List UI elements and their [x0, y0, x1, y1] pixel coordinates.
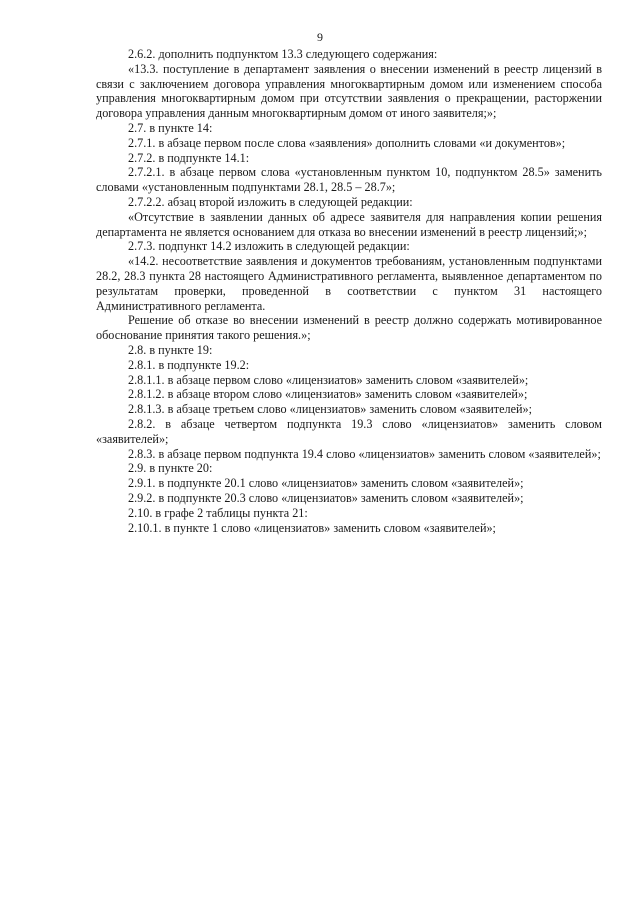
paragraph: «13.3. поступление в департамент заявления о внесении изменений в реестр лицензий в связи с заключением договора управления многоквартирным домом или изменением способа управления многоквартирным домом при отсутствии заявления о прекращении, расторжении договора управления данным многоквартирным домом от иного заявителя;»;: [96, 61, 602, 121]
paragraph: 2.7.1. в абзаце первом после слова «заявления» дополнить словами «и документов»;: [128, 135, 566, 150]
paragraph: «14.2. несоответствие заявления и документов требованиям, установленным подпунктами 28.2, 28.3 пункта 28 настоящего Административного регламента, выявленное департаментом по результатам проверки, проведенной в соответствии с пунктом 31 настоящего Административного регламента.: [96, 254, 602, 313]
paragraph: 2.7.2.1. в абзаце первом слова «установленным пунктом 10, подпунктом 28.5» заменить словами «установленным подпунктами 28.1, 28.5 – 28.7»;: [96, 165, 602, 195]
paragraph: 2.8.1.2. в абзаце втором слово «лицензиатов» заменить словом «заявителей»;: [128, 387, 528, 402]
paragraph: 2.8.1.3. в абзаце третьем слово «лицензиатов» заменить словом «заявителей»;: [128, 402, 533, 417]
paragraph: 2.8.3. в абзаце первом подпункта 19.4 слово «лицензиатов» заменить словом «заявителей»;: [128, 446, 601, 461]
paragraph: 2.10. в графе 2 таблицы пункта 21:: [128, 505, 308, 520]
paragraph: 2.6.2. дополнить подпунктом 13.3 следующего содержания:: [128, 47, 438, 61]
paragraph: 2.9. в пункте 20:: [128, 461, 213, 476]
paragraph: Решение об отказе во внесении изменений в реестр должно содержать мотивированное обоснование принятия такого решения.»;: [96, 313, 602, 343]
paragraph: 2.9.2. в подпункте 20.3 слово «лицензиатов» заменить словом «заявителей»;: [128, 490, 524, 505]
paragraph: 2.7.2.2. абзац второй изложить в следующей редакции:: [128, 194, 413, 209]
paragraph: 2.9.1. в подпункте 20.1 слово «лицензиатов» заменить словом «заявителей»;: [128, 476, 524, 491]
paragraph: 2.7. в пункте 14:: [128, 120, 213, 135]
document-body: [96, 47, 602, 535]
paragraph: 2.10.1. в пункте 1 слово «лицензиатов» заменить словом «заявителей»;: [128, 520, 496, 535]
paragraph: «Отсутствие в заявлении данных об адресе заявителя для направления копии решения департамента не является основанием для отказа во внесении изменений в реестр лицензий;»;: [96, 209, 602, 239]
page-number: 9: [317, 30, 323, 44]
paragraph: 2.8.1. в подпункте 19.2:: [128, 357, 250, 372]
paragraph: 2.8.1.1. в абзаце первом слово «лицензиатов» заменить словом «заявителей»;: [128, 372, 529, 387]
paragraph: 2.8.2. в абзаце четвертом подпункта 19.3 слово «лицензиатов» заменить словом «заявителей»;: [96, 416, 602, 446]
paragraph: 2.7.3. подпункт 14.2 изложить в следующей редакции:: [128, 239, 410, 254]
paragraph: 2.8. в пункте 19:: [128, 342, 213, 357]
paragraph: 2.7.2. в подпункте 14.1:: [128, 150, 250, 165]
